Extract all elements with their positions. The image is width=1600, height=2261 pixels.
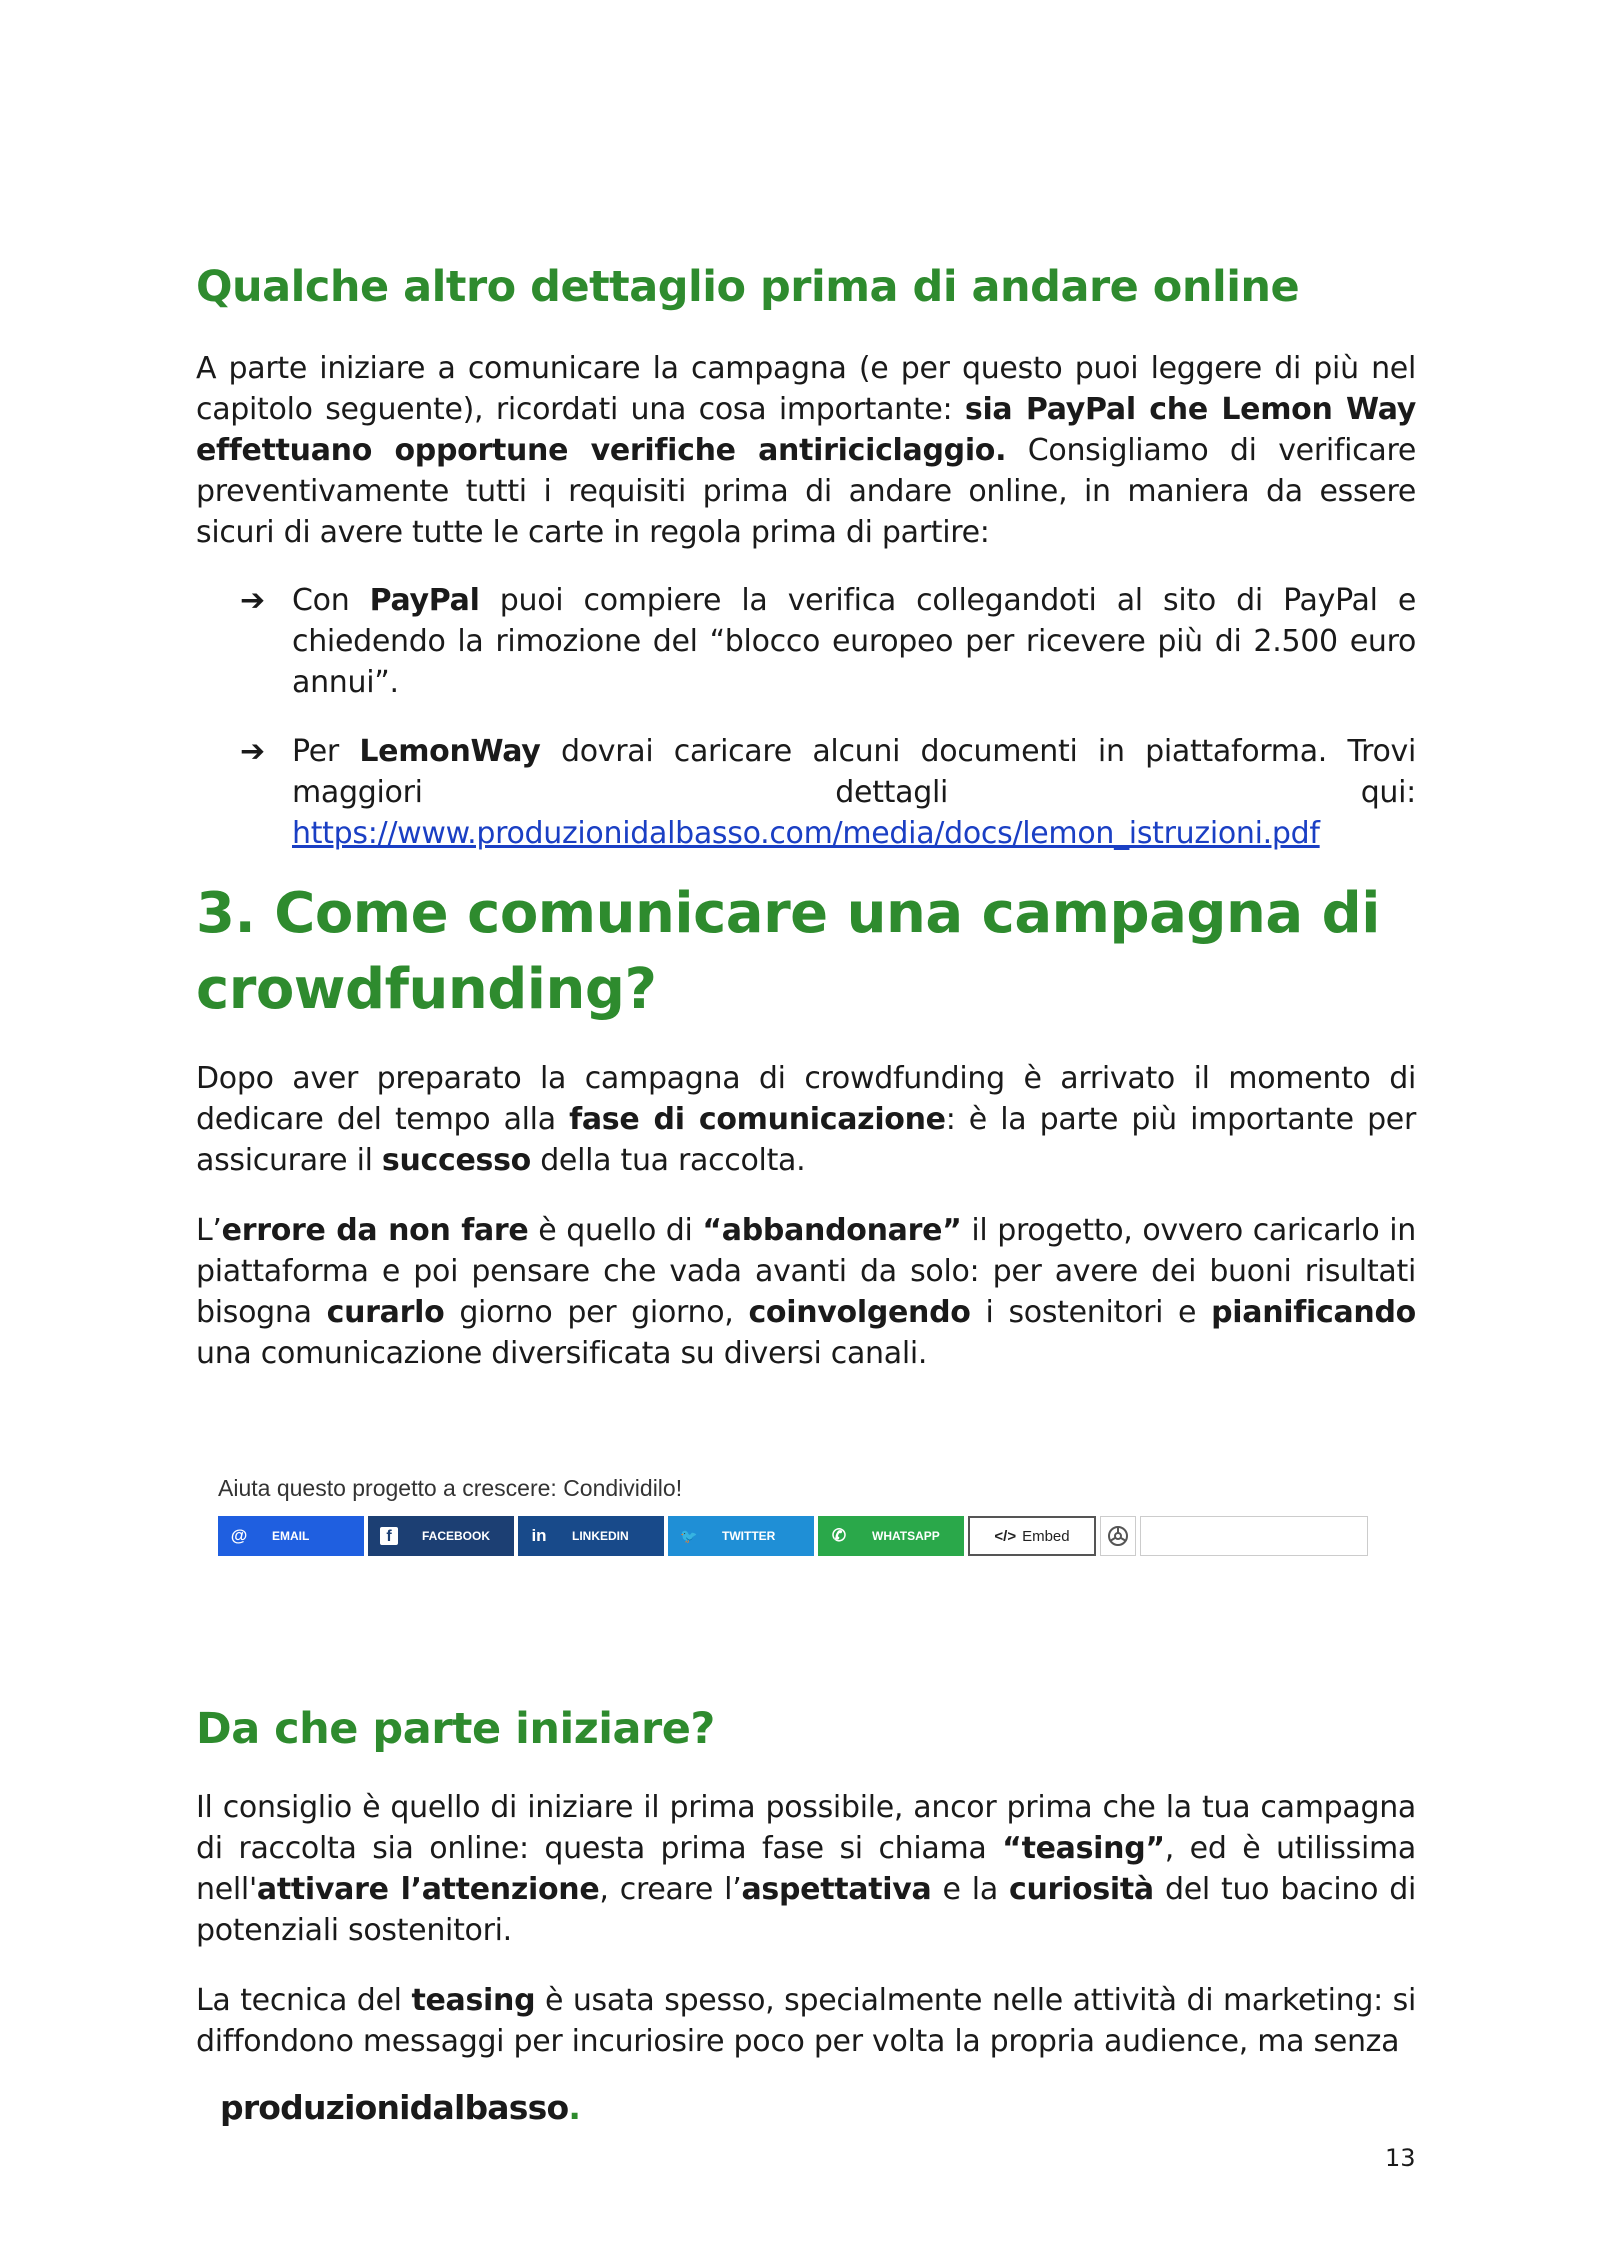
paragraph-tecnica — [196, 1980, 1416, 2062]
link-lemon-istruzioni[interactable]: https://www.produzionidalbasso.com/media/docs/lemon_istruzioni.pdf — [292, 816, 1320, 851]
paragraph-teasing — [196, 1787, 1416, 1951]
share-linkedin-label: LINKEDIN — [572, 1529, 629, 1543]
share-whatsapp-label: WHATSAPP — [872, 1529, 940, 1543]
bold-text: coinvolgendo — [748, 1295, 971, 1330]
paragraph-errore — [196, 1210, 1416, 1374]
bold-text: “teasing” — [1002, 1831, 1165, 1866]
share-email-button[interactable] — [218, 1516, 364, 1556]
text-run: è quello di — [528, 1213, 703, 1248]
more-share-button[interactable] — [1100, 1516, 1136, 1556]
bold-text: pianificando — [1211, 1295, 1416, 1330]
whatsapp-icon: ✆ — [831, 1526, 847, 1545]
text-run: Dopo aver preparato la campagna di crowdfunding è arrivato il momento di dedicare del tempo alla — [196, 1061, 1416, 1137]
paragraph-intro — [196, 1058, 1416, 1181]
text-run: i sostenitori e — [970, 1295, 1212, 1330]
share-title: Aiuta questo progetto a crescere: Condividilo! — [218, 1475, 683, 1501]
share-twitter-button[interactable] — [668, 1516, 814, 1556]
text-run: L’ — [196, 1213, 222, 1248]
section-title-details: Qualche altro dettaglio prima di andare online — [196, 262, 1300, 312]
text-run: Consigliamo di verificare preventivamente tutti i requisiti prima di andare online, in maniera da essere sicuri di avere tutte le carte in regola prima di partire: — [196, 433, 1416, 550]
share-facebook-label: FACEBOOK — [422, 1529, 491, 1543]
text-run: della tua raccolta. — [530, 1143, 806, 1178]
text-run: , creare l’ — [599, 1872, 742, 1907]
text-run: La tecnica del — [196, 1983, 412, 2018]
bold-text: LemonWay — [359, 734, 541, 769]
list-item — [240, 731, 1416, 854]
bullet-text-paypal — [292, 580, 1416, 703]
bold-text: errore da non fare — [221, 1213, 529, 1248]
arrow-icon: ➔ — [240, 583, 266, 618]
bullet-text-lemonway — [292, 731, 1416, 854]
logo-text: produzionidalbasso — [220, 2088, 569, 2127]
text-run: Per — [292, 734, 360, 769]
bold-text: teasing — [411, 1983, 536, 2018]
bullet-list — [240, 580, 1416, 882]
bold-text: attivare l’attenzione — [256, 1872, 600, 1907]
share-more-icon — [1106, 1524, 1130, 1548]
text-run: dovrai caricare alcuni documenti in piattaforma. Trovi maggiori dettagli qui: — [292, 734, 1416, 810]
share-widget — [218, 1475, 1398, 1556]
bold-text: fase di comunicazione — [569, 1102, 946, 1137]
page-number: 13 — [1385, 2144, 1416, 2172]
facebook-icon: f — [380, 1527, 398, 1545]
paragraph-verifiche — [196, 348, 1416, 553]
text-run: del tuo bacino di potenziali sostenitori. — [196, 1872, 1417, 1948]
logo-dot: . — [568, 2088, 581, 2127]
share-whatsapp-button[interactable] — [818, 1516, 964, 1556]
bold-text: PayPal — [369, 583, 480, 618]
chapter-title: 3. Come comunicare una campagna di crowdfunding? — [196, 881, 1380, 1022]
twitter-icon: 🐦 — [680, 1527, 698, 1544]
embed-label: Embed — [1022, 1527, 1070, 1545]
code-icon: </> — [994, 1527, 1017, 1545]
text-run: Con — [292, 583, 370, 618]
section-title-iniziare: Da che parte iniziare? — [196, 1704, 715, 1754]
text-run: e la — [931, 1872, 1010, 1907]
text-run: è usata spesso, specialmente nelle attività di marketing: si diffondono messaggi per incuriosire poco per volta la propria audience, ma senza — [196, 1983, 1416, 2059]
share-facebook-button[interactable] — [368, 1516, 514, 1556]
bold-text: aspettativa — [741, 1872, 932, 1907]
text-run: una comunicazione diversificata su diversi canali. — [196, 1336, 928, 1371]
bold-text: curarlo — [326, 1295, 445, 1330]
share-linkedin-button[interactable] — [518, 1516, 664, 1556]
text-run: giorno per giorno, — [444, 1295, 749, 1330]
email-icon: @ — [230, 1526, 248, 1545]
text-run: il progetto, ovvero caricarlo in piattaforma e poi pensare che vada avanti da solo: per avere dei buoni risultati bisogna — [196, 1213, 1416, 1330]
bold-text: “abbandonare” — [702, 1213, 962, 1248]
text-run: puoi compiere la verifica collegandoti al sito di PayPal e chiedendo la rimozione del “blocco europeo per ricevere più di 2.500 euro annui”. — [292, 583, 1416, 700]
share-twitter-label: TWITTER — [722, 1529, 776, 1543]
logo — [220, 2088, 580, 2127]
embed-button[interactable] — [968, 1516, 1096, 1556]
text-run: : è la parte più importante per assicurare il — [196, 1102, 1416, 1178]
share-blank-field — [1140, 1516, 1368, 1556]
list-item — [240, 580, 1416, 703]
text-run: , ed è utilissima nell' — [196, 1831, 1416, 1907]
text-run: A parte iniziare a comunicare la campagna (e per questo puoi leggere di più nel capitolo seguente), ricordati una cosa importante: — [196, 351, 1416, 427]
share-email-label: EMAIL — [272, 1529, 310, 1543]
arrow-icon: ➔ — [240, 734, 266, 769]
text-run: Il consiglio è quello di iniziare il prima possibile, ancor prima che la tua campagna di raccolta sia online: questa prima fase si chiama — [196, 1790, 1416, 1866]
bold-text: successo — [381, 1143, 531, 1178]
share-buttons — [218, 1516, 1398, 1556]
bold-text: sia PayPal che Lemon Way effettuano opportune verifiche antiriciclaggio. — [196, 392, 1416, 468]
bold-text: curiosità — [1009, 1872, 1154, 1907]
linkedin-icon: in — [531, 1526, 547, 1545]
